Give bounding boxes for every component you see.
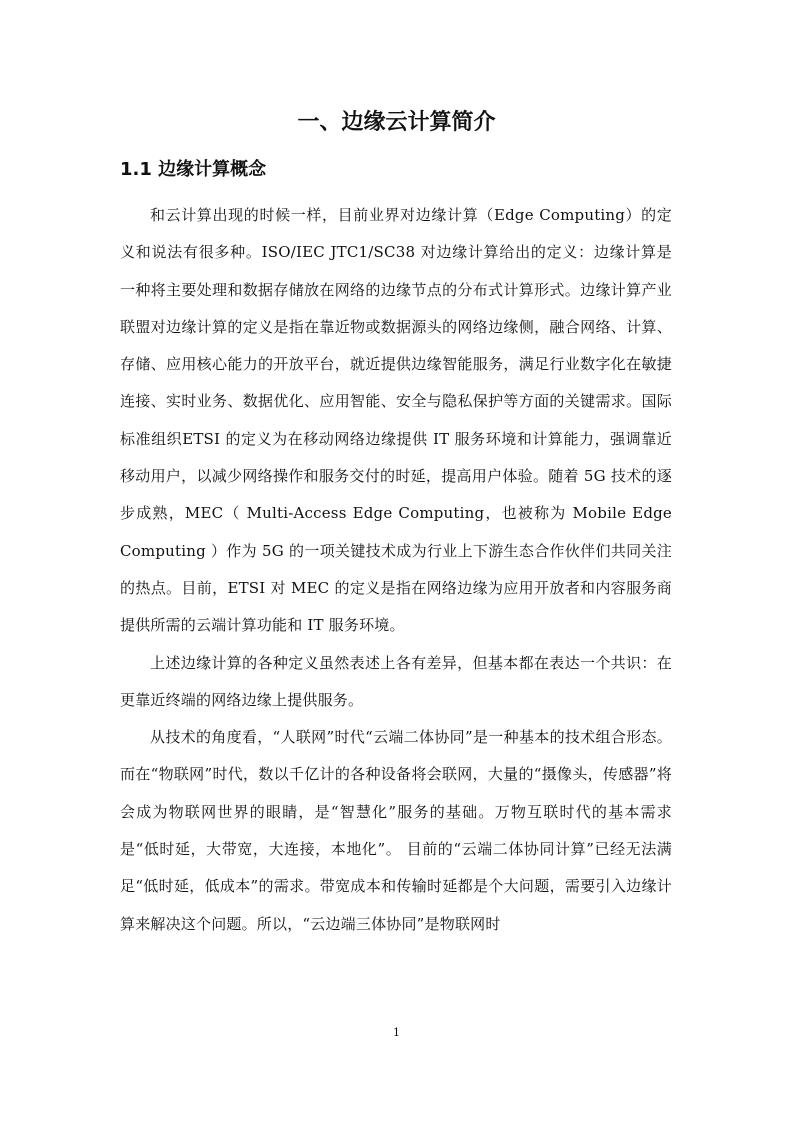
section-title: 1.1 边缘计算概念 [120, 159, 267, 180]
paragraph-1: 和云计算出现的时候一样，目前业界对边缘计算（Edge Computing）的定义和说法有很多种。ISO/IEC JTC1/SC38 对边缘计算给出的定义：边缘计算是一种将主要处理和数据存储放在网络的边缘节点的分布式计算形式。边缘计算产业联盟对边缘计算的定义是指在靠近物或数据源头的网络边缘侧，融合网络、计算、存储、应用核心能力的开放平台，就近提供边缘智能服务，满足行业数字化在敏捷连接、实时业务、数据优化、应用智能、安全与隐私保护等方面的关键需求。国际标准组织ETSI 的定义为在移动网络边缘提供 IT 服务环境和计算能力，强调靠近移动用户，以减少网络操作和服务交付的时延，提高用户体验。随着 5G 技术的逐步成熟，MEC（ Multi-Access Edge Computing，也被称为 Mobile Edge Computing ）作为 5G 的一项关键技术成为行业上下游生态合作伙伴们共同关注的热点。目前，ETSI 对 MEC 的定义是指在网络边缘为应用开放者和内容服务商提供所需的云端计算功能和 IT 服务环境。 [120, 206, 672, 635]
paragraph-2: 上述边缘计算的各种定义虽然表述上各有差异，但基本都在表达一个共识：在更靠近终端的网络边缘上提供服务。 [120, 653, 672, 709]
paragraph-3: 从技术的角度看，“人联网”时代“云端二体协同”是一种基本的技术组合形态。而在“物联网”时代，数以千亿计的各种设备将会联网，大量的“摄像头，传感器”将会成为物联网世界的眼睛，是“智慧化”服务的基础。万物互联时代的基本需求是“低时延，大带宽，大连接，本地化”。 目前的“云端二体协同计算”已经无法满足“低时延，低成本”的需求。带宽成本和传输时延都是个大问题，需要引入边缘计算来解决这个问题。所以，“云边端三体协同”是物联网时 [120, 728, 672, 933]
page-number: 1 [393, 1026, 400, 1039]
chapter-title: 一、边缘云计算简介 [297, 110, 496, 135]
body-text [120, 197, 672, 943]
